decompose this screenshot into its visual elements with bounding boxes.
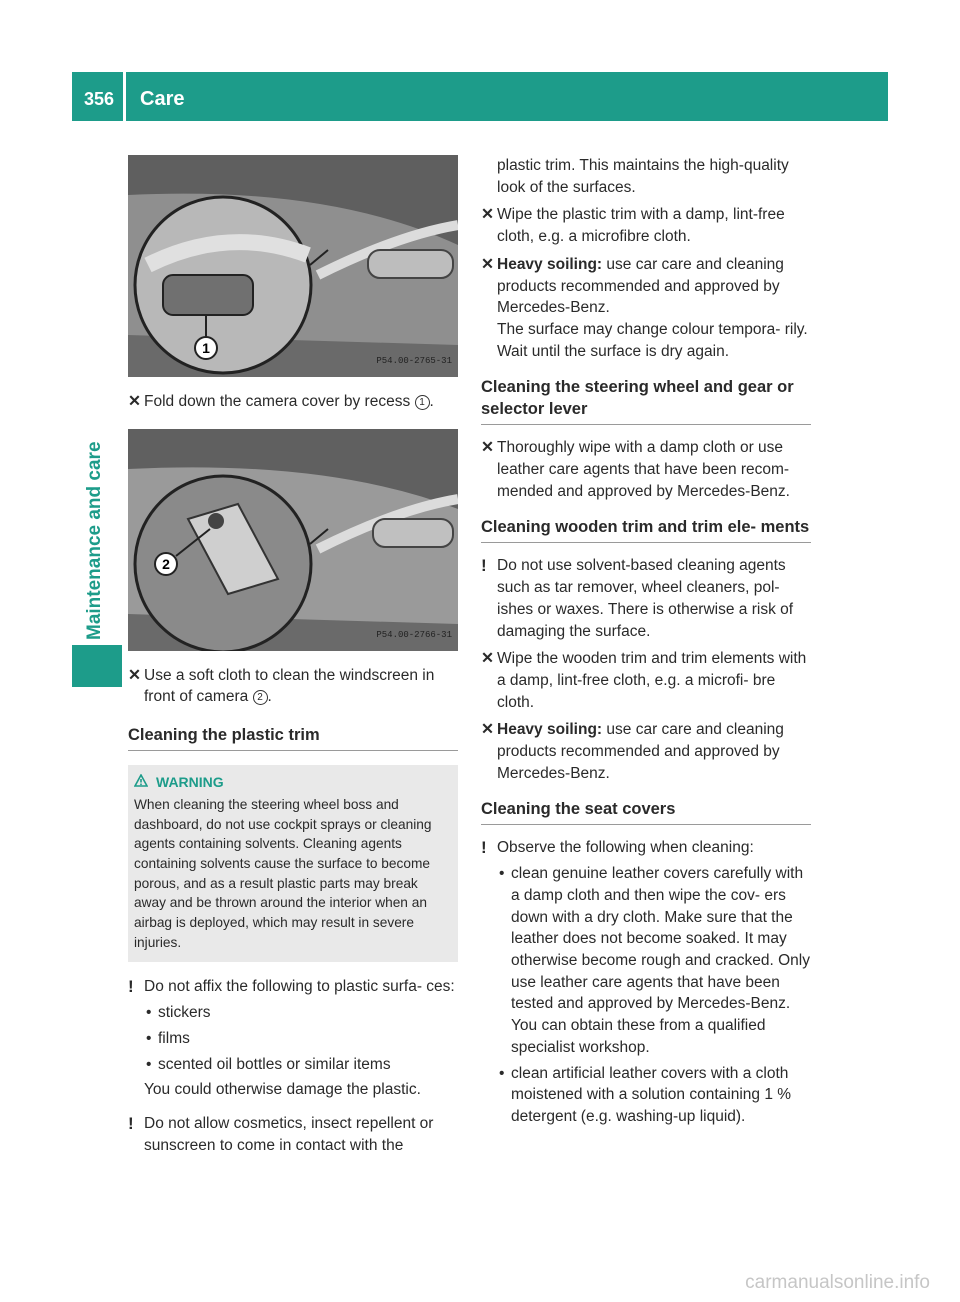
heading-seat-covers: Cleaning the seat covers	[481, 798, 811, 825]
windscreen-illustration	[128, 429, 458, 651]
step-fold-cover: ✕ Fold down the camera cover by recess 1 .	[128, 391, 458, 413]
warning-triangle-icon	[134, 773, 148, 793]
exclamation-icon: !	[128, 1113, 134, 1133]
heading-steering-wheel: Cleaning the steering wheel and gear or selector lever	[481, 376, 811, 425]
list-item: • films	[146, 1029, 190, 1047]
note-tail: You could otherwise damage the plastic.	[144, 1081, 421, 1099]
page-number: 356	[84, 89, 115, 109]
callout-1: 1	[202, 340, 210, 356]
step-heavy-soiling: ✕ Heavy soiling: use car care and cleaning products recommended and approved by Mercedes-Benz.	[481, 255, 784, 317]
exclamation-icon: !	[481, 838, 487, 858]
note-no-affix: ! Do not affix the following to plastic surfa- ces:	[128, 977, 455, 997]
step-wipe-wood: ✕ Wipe the wooden trim and trim elements with a damp, lint-free cloth, e.g. a microfi- bre cloth.	[481, 650, 807, 711]
warning-title: WARNING	[156, 774, 224, 791]
step-steering: ✕ Thoroughly wipe with a damp cloth or use leather care agents that have been recom- mended and approved by Mercedes-Benz.	[481, 439, 790, 500]
arrow-x-icon: ✕	[481, 255, 494, 273]
header-divider	[123, 72, 126, 121]
continued-text: plastic trim. This maintains the high-quality look of the surfaces.	[497, 157, 789, 196]
photo-caption: P54.00-2766-31	[376, 630, 452, 640]
step-heavy-soiling-2: ✕ Heavy soiling: use car care and cleaning products recommended and approved by Mercedes-Benz.	[481, 721, 784, 782]
camera-cover-photo	[128, 155, 458, 377]
right-column	[481, 155, 811, 1128]
exclamation-icon: !	[481, 556, 487, 576]
list-item: • clean artificial leather covers with a cloth moistened with a solution containing 1 % detergent (e.g. washing-up liquid).	[499, 1064, 792, 1125]
list-item: • stickers	[146, 1004, 211, 1022]
arrow-x-icon: ✕	[481, 206, 494, 224]
left-column	[128, 155, 458, 1156]
windscreen-photo	[128, 429, 458, 651]
arrow-x-icon: ✕	[481, 721, 494, 739]
arrow-x-icon: ✕	[128, 666, 141, 684]
header-bar	[72, 72, 888, 121]
list-item: • scented oil bottles or similar items	[146, 1055, 391, 1073]
exclamation-icon: !	[128, 977, 134, 997]
note-cosmetics: ! Do not allow cosmetics, insect repellent or sunscreen to come in contact with the	[128, 1113, 434, 1154]
note-wood: ! Do not use solvent-based cleaning agents such as tar remover, wheel cleaners, pol- ishes or waxes. There is otherwise a risk of damaging the surface.	[481, 556, 794, 640]
section-title: Care	[140, 88, 185, 110]
photo-caption: P54.00-2765-31	[376, 356, 452, 367]
side-tab-marker	[72, 645, 122, 687]
side-tab-label: Maintenance and care	[84, 441, 105, 640]
warning-text: When cleaning the steering wheel boss and dashboard, do not use cockpit sprays or cleaning agents containing solvents. Cleaning agents containing solvents cause the surface to become porous, and as a result plastic parts may break away and be thrown around the interior when an airbag is deployed, which may result in severe injuries.	[134, 796, 432, 950]
arrow-x-icon: ✕	[481, 439, 494, 457]
step-clean-windscreen: ✕ Use a soft cloth to clean the windscreen in front of camera 2 .	[128, 666, 435, 706]
arrow-x-icon: ✕	[128, 393, 141, 410]
camera-cover-illustration	[128, 155, 458, 377]
callout-2: 2	[162, 555, 170, 572]
heading-plastic-trim: Cleaning the plastic trim	[128, 724, 458, 751]
watermark: carmanualsonline.info	[745, 1272, 930, 1293]
heavy-note: The surface may change colour tempora- rily. Wait until the surface is dry again.	[497, 320, 808, 360]
step-wipe-plastic: ✕ Wipe the plastic trim with a damp, lint-free cloth, e.g. a microfibre cloth.	[481, 206, 785, 246]
warning-box	[128, 765, 458, 962]
list-item: • clean genuine leather covers carefully with a damp cloth and then wipe the cov- ers down with a dry cloth. Make sure that the leather does not become soaked. It may otherwise become rough and cracked. Only use leather care agents that have been tested and approved by Mercedes-Benz. You can obtain these from a qualified specialist workshop.	[499, 865, 810, 1056]
arrow-x-icon: ✕	[481, 650, 494, 668]
heading-wooden-trim: Cleaning wooden trim and trim ele- ments	[481, 516, 811, 543]
note-seat: ! Observe the following when cleaning:	[481, 838, 754, 858]
